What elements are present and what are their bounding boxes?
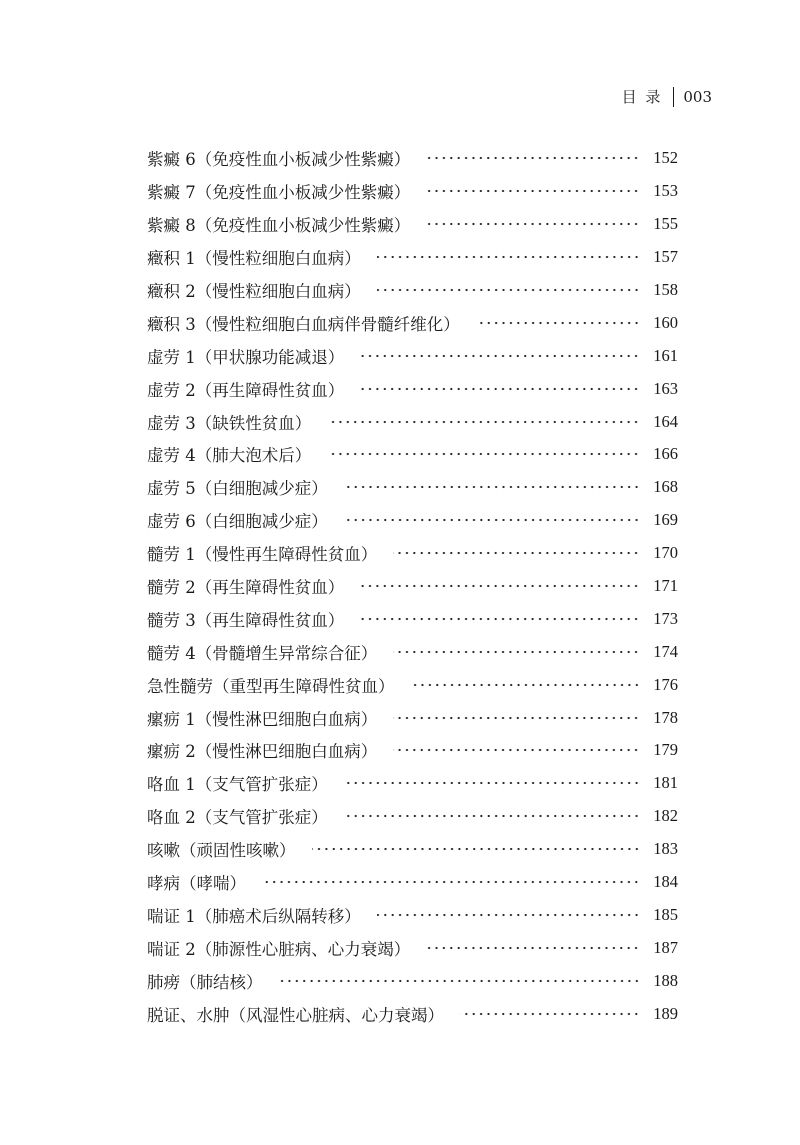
toc-entry (147, 602, 678, 635)
toc-dot-leader (327, 419, 640, 425)
toc-entry-title: 急性髓劳（重型再生障碍性贫血） (147, 676, 395, 696)
toc-entry (147, 734, 678, 767)
toc-entry-page-number: 166 (653, 444, 678, 464)
toc-entry-title: 紫癜 7（免疫性血小板减少性紫癜） (147, 183, 411, 203)
toc-entry-page-number: 158 (653, 280, 678, 299)
toc-dot-leader (460, 1011, 640, 1017)
toc-entry-page-number: 155 (653, 214, 678, 234)
toc-dot-leader (377, 254, 640, 260)
toc-dot-leader (344, 780, 640, 786)
toc-entry (147, 306, 678, 339)
toc-entry-page-number: 157 (653, 247, 678, 267)
toc-entry (147, 274, 678, 307)
toc-dot-leader (327, 451, 640, 457)
toc-entry (147, 767, 678, 800)
toc-dot-leader (426, 221, 640, 227)
toc-dot-leader (393, 649, 640, 655)
toc-entry-title: 哮病（哮喘） (147, 874, 246, 894)
toc-entry (147, 866, 678, 899)
toc-entry-page-number: 169 (653, 510, 678, 530)
toc-entry (147, 142, 678, 175)
toc-entry (147, 471, 678, 504)
toc-entry-page-number: 171 (653, 576, 678, 596)
toc-dot-leader (360, 353, 640, 359)
toc-dot-leader (476, 320, 640, 326)
toc-dot-leader (279, 978, 641, 984)
toc-dot-leader (426, 155, 640, 161)
toc-dot-leader (377, 912, 640, 918)
toc-entry (147, 931, 678, 964)
toc-entry-page-number: 182 (653, 806, 678, 826)
toc-entry-title: 髓劳 4（骨髓增生异常综合征） (147, 643, 378, 663)
toc-entry-page-number: 189 (653, 1003, 678, 1023)
toc-entry-title: 肺痨（肺结核） (147, 972, 263, 992)
toc-entry-page-number: 178 (653, 707, 678, 727)
toc-entry-page-number: 164 (653, 411, 678, 431)
toc-entry-title: 咳嗽（顽固性咳嗽） (147, 841, 296, 861)
toc-entry-page-number: 185 (653, 904, 678, 924)
toc-entry-page-number: 187 (653, 937, 678, 957)
toc-entry (147, 668, 678, 701)
toc-entry (147, 701, 678, 734)
toc-entry-page-number: 152 (653, 148, 678, 168)
toc-entry-title: 紫癜 8（免疫性血小板减少性紫癜） (147, 216, 411, 236)
toc-dot-leader (360, 386, 640, 392)
toc-dot-leader (344, 813, 640, 819)
toc-entry-page-number: 183 (653, 839, 678, 859)
toc-entry-page-number: 174 (653, 641, 678, 661)
toc-dot-leader (377, 287, 640, 293)
toc-entry (147, 537, 678, 570)
toc-entry-page-number: 173 (653, 608, 678, 628)
toc-dot-leader (411, 682, 641, 688)
toc-dot-leader (344, 484, 640, 490)
toc-dot-leader (360, 616, 640, 622)
toc-entry (147, 438, 678, 471)
toc-entry (147, 964, 678, 997)
toc-entry-page-number: 161 (653, 345, 678, 365)
toc-entry-title: 虚劳 1（甲状腺功能减退） (147, 347, 345, 367)
toc-dot-leader (360, 583, 640, 589)
toc-entry-title: 瘰疬 1（慢性淋巴细胞白血病） (147, 709, 378, 729)
toc-entry-title: 紫癜 6（免疫性血小板减少性紫癜） (147, 150, 411, 170)
toc-dot-leader (426, 188, 640, 194)
toc-dot-leader (344, 517, 640, 523)
toc-entry (147, 241, 678, 274)
toc-entry-title: 瘰疬 2（慢性淋巴细胞白血病） (147, 742, 378, 762)
toc-entry-page-number: 176 (653, 674, 678, 694)
toc-entry-title: 髓劳 2（再生障碍性贫血） (147, 578, 345, 598)
toc-entry (147, 405, 678, 438)
toc-entry-title: 髓劳 1（慢性再生障碍性贫血） (147, 545, 378, 565)
toc-entry-title: 癥积 3（慢性粒细胞白血病伴骨髓纤维化） (147, 314, 460, 334)
toc-entry-page-number: 181 (653, 773, 678, 793)
toc-dot-leader (393, 550, 640, 556)
toc-entry-title: 咯血 1（支气管扩张症） (147, 775, 328, 795)
toc-entry-page-number: 160 (653, 312, 678, 332)
toc-entry-title: 癥积 1（慢性粒细胞白血病） (147, 249, 361, 269)
toc-entry-title: 虚劳 2（再生障碍性贫血） (147, 380, 345, 400)
toc-entry (147, 504, 678, 537)
toc-dot-leader (262, 879, 640, 885)
running-head-divider (673, 87, 674, 107)
toc-entry-title: 虚劳 4（肺大泡术后） (147, 446, 312, 466)
toc-entry (147, 208, 678, 241)
toc-entry-title: 喘证 2（肺源性心脏病、心力衰竭） (147, 939, 411, 959)
toc-entry-page-number: 170 (653, 543, 678, 563)
toc-dot-leader (312, 846, 641, 852)
toc-entry-page-number: 188 (653, 970, 678, 990)
toc-entry-page-number: 153 (653, 181, 678, 201)
toc-entry (147, 372, 678, 405)
toc-entry (147, 175, 678, 208)
toc-entry-title: 髓劳 3（再生障碍性贫血） (147, 610, 345, 630)
toc-entry (147, 997, 678, 1030)
running-head-section: 目 录 (621, 88, 663, 106)
toc-entry-page-number: 168 (653, 477, 678, 497)
toc-entry (147, 339, 678, 372)
table-of-contents (147, 142, 678, 1030)
toc-entry-page-number: 163 (653, 378, 678, 398)
toc-entry (147, 833, 678, 866)
running-head (622, 86, 712, 108)
toc-entry-page-number: 179 (653, 740, 678, 760)
toc-entry-title: 脱证、水肿（风湿性心脏病、心力衰竭） (147, 1005, 444, 1025)
toc-entry-title: 咯血 2（支气管扩张症） (147, 808, 328, 828)
toc-entry-title: 虚劳 6（白细胞减少症） (147, 512, 328, 532)
toc-dot-leader (426, 945, 640, 951)
toc-dot-leader (393, 747, 640, 753)
toc-entry (147, 898, 678, 931)
toc-entry (147, 800, 678, 833)
toc-entry-title: 虚劳 5（白细胞减少症） (147, 479, 328, 499)
running-head-page-number: 003 (683, 88, 712, 106)
toc-entry (147, 635, 678, 668)
toc-entry-title: 癥积 2（慢性粒细胞白血病） (147, 282, 361, 301)
toc-entry-title: 虚劳 3（缺铁性贫血） (147, 413, 312, 433)
toc-dot-leader (393, 715, 640, 721)
toc-entry (147, 570, 678, 603)
toc-entry-page-number: 184 (653, 872, 678, 892)
toc-entry-title: 喘证 1（肺癌术后纵隔转移） (147, 906, 361, 926)
